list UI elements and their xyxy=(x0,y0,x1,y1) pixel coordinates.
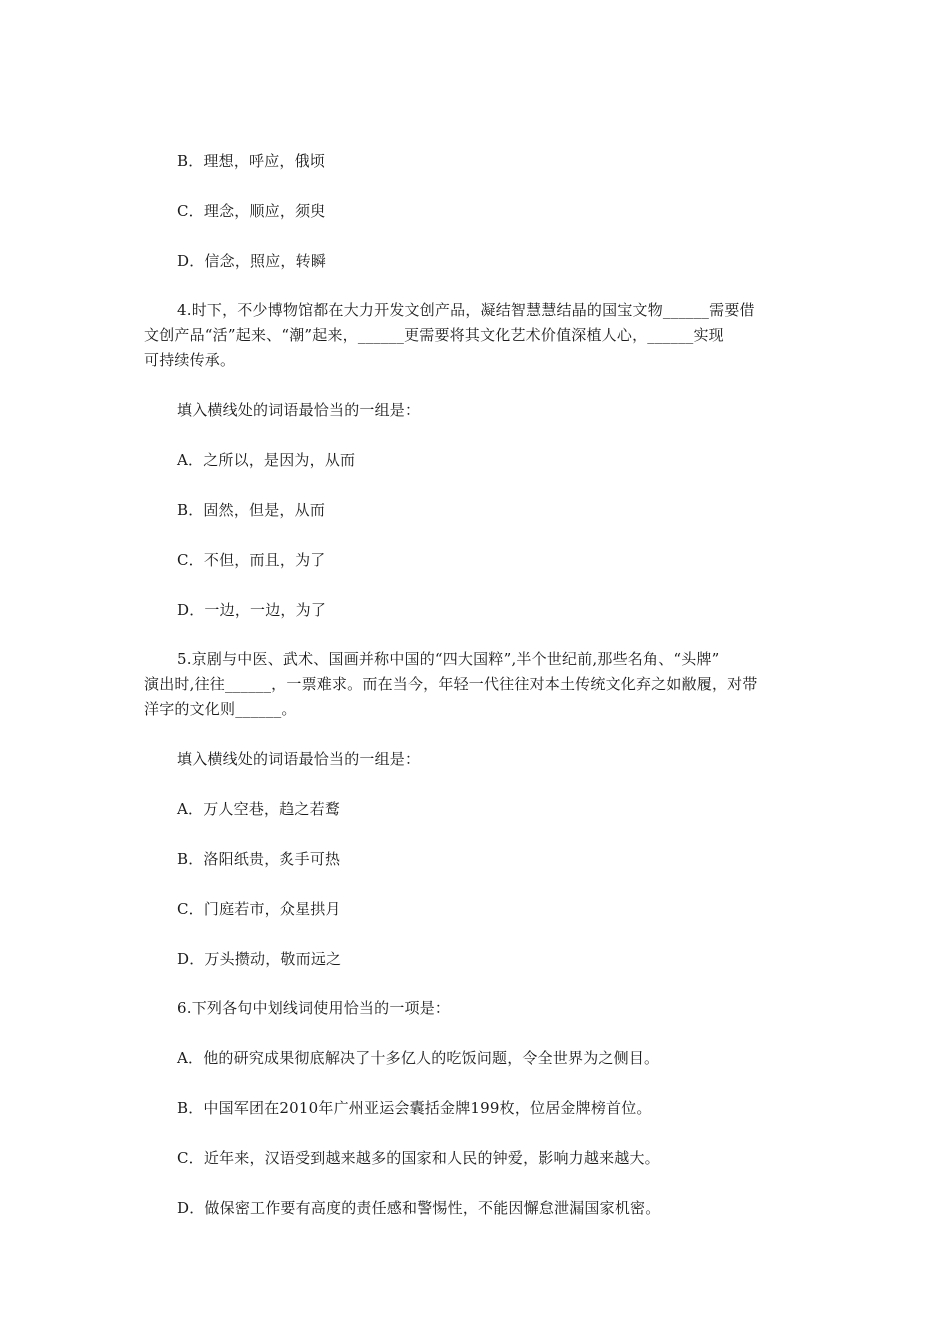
q4-prompt: 填入横线处的词语最恰当的一组是： xyxy=(177,401,421,419)
q4-stem-line-1: 4.时下，不少博物馆都在大力开发文创产品，凝结智慧慧结晶的国宝文物______需要借 xyxy=(177,301,755,319)
q5-option-c: C．门庭若市，众星拱月 xyxy=(177,900,341,918)
q5-option-a: A．万人空巷，趋之若鹜 xyxy=(177,800,341,818)
q4-option-a: A．之所以，是因为，从而 xyxy=(177,451,356,469)
q4-stem-line-3: 可持续传承。 xyxy=(144,351,236,369)
q6-stem: 6.下列各句中划线词使用恰当的一项是： xyxy=(177,999,451,1017)
q4-option-b: B．固然，但是，从而 xyxy=(177,501,326,519)
q5-stem-line-1: 5.京剧与中医、武术、国画并称中国的“四大国粹”,半个世纪前,那些名角、“头牌” xyxy=(177,650,720,668)
q3-option-c: C．理念，顺应，须臾 xyxy=(177,202,326,220)
q5-prompt: 填入横线处的词语最恰当的一组是： xyxy=(177,750,421,768)
q6-option-a: A．他的研究成果彻底解决了十多亿人的吃饭问题，令全世界为之侧目。 xyxy=(177,1049,660,1067)
q6-option-b: B．中国军团在2010年广州亚运会囊括金牌199枚，位居金牌榜首位。 xyxy=(177,1099,652,1117)
q4-option-d: D．一边，一边，为了 xyxy=(177,601,327,619)
q3-option-d: D．信念，照应，转瞬 xyxy=(177,252,327,270)
q5-stem-line-2: 演出时,往往______，一票难求。而在当今，年轻一代往往对本土传统文化弃之如敝履，对带 xyxy=(144,675,758,693)
q5-option-b: B．洛阳纸贵，炙手可热 xyxy=(177,850,341,868)
q4-option-c: C．不但，而且，为了 xyxy=(177,551,326,569)
q6-option-c: C．近年来，汉语受到越来越多的国家和人民的钟爱，影响力越来越大。 xyxy=(177,1149,660,1167)
q6-option-d: D．做保密工作要有高度的责任感和警惕性，不能因懈怠泄漏国家机密。 xyxy=(177,1199,661,1217)
q4-stem-line-2: 文创产品“活”起来、“潮”起来，______更需要将其文化艺术价值深植人心，______实现 xyxy=(144,326,724,344)
q5-stem-line-3: 洋字的文化则______。 xyxy=(144,700,297,718)
q3-option-b: B．理想，呼应，俄顷 xyxy=(177,152,326,170)
q5-option-d: D．万头攒动，敬而远之 xyxy=(177,950,342,968)
